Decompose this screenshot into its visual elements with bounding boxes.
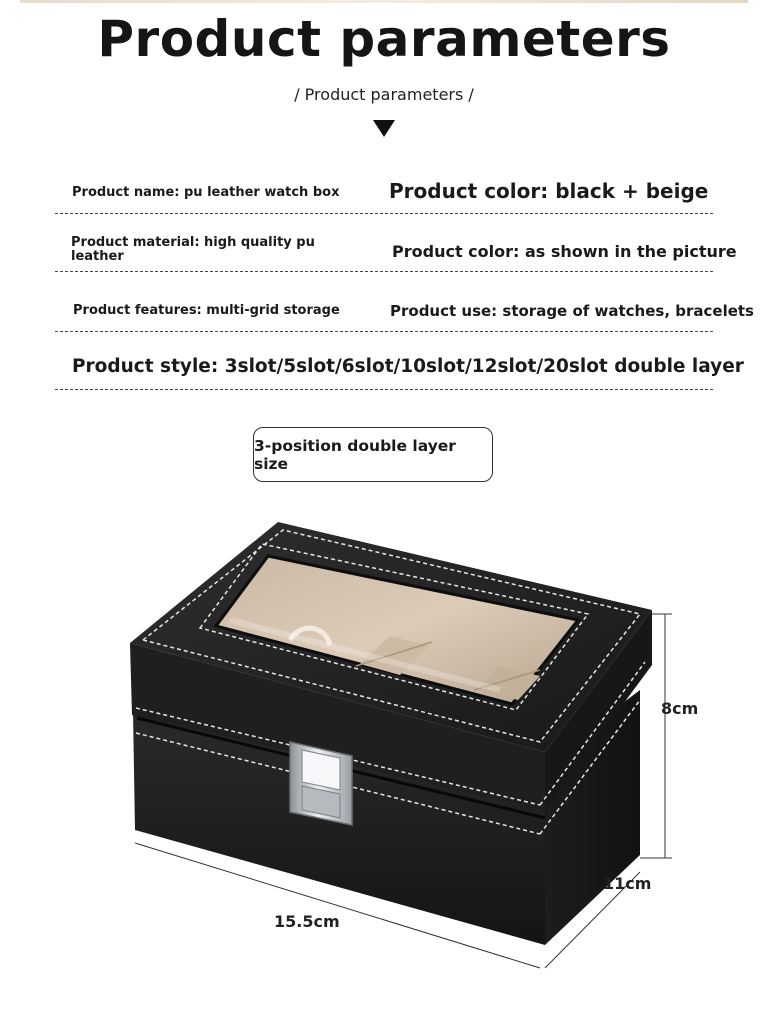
param-product-name: Product name: pu leather watch box [72,185,340,200]
param-product-material [71,236,315,264]
divider [55,213,713,214]
page-title: Product parameters [97,10,671,68]
param-product-style: Product style: 3slot/5slot/6slot/10slot/12slot/20slot double layer [72,356,744,377]
divider [55,331,713,332]
param-product-features: Product features: multi-grid storage [73,303,340,318]
dimension-width: 15.5cm [274,912,340,931]
param-material-line1: Product material: high quality pu [71,235,315,250]
param-product-use: Product use: storage of watches, bracelets [390,302,754,320]
param-material-line2: leather [71,249,124,264]
top-decorative-strip [20,0,748,3]
dimension-depth: 11cm [603,874,652,893]
clasp-icon [290,742,352,825]
watch-box-illustration [0,500,768,1000]
param-product-color-note: Product color: as shown in the picture [392,242,737,261]
down-arrow-icon [373,120,395,137]
param-product-color: Product color: black + beige [389,179,709,203]
divider [55,389,713,390]
divider [55,271,713,272]
page-subtitle: / Product parameters / [294,85,474,104]
size-tag: 3-position double layer size [253,427,493,482]
dimension-height: 8cm [661,699,699,718]
